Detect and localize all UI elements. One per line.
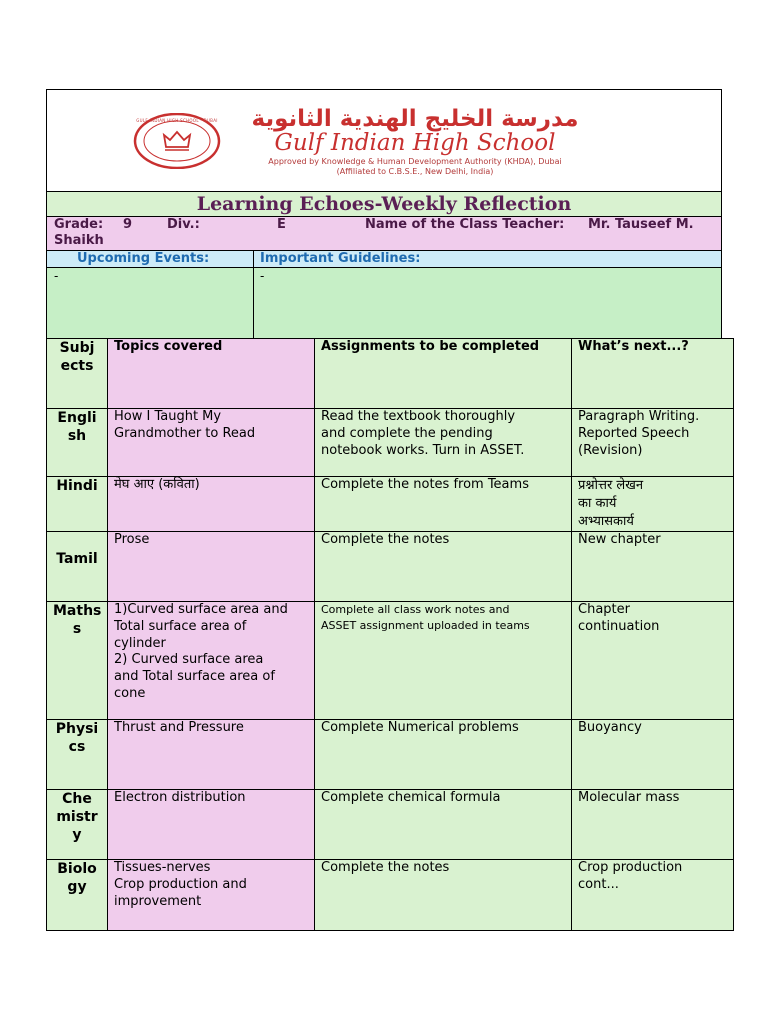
school-name-arabic: مدرسة الخليج الهندية الثانوية xyxy=(251,106,579,132)
subject-cell: Tamil xyxy=(47,532,108,602)
next-cell: New chapter xyxy=(572,532,734,602)
topics-cell: 1)Curved surface area and Total surface area of cylinder 2) Curved surface area and Total surface area of cone xyxy=(108,602,315,720)
assignments-cell: Complete Numerical problems xyxy=(315,720,572,790)
assignments-cell: Complete chemical formula xyxy=(315,790,572,860)
title-row xyxy=(46,191,722,217)
next-cell: Molecular mass xyxy=(572,790,734,860)
assignments-cell: Complete the notes from Teams xyxy=(315,477,572,532)
table-row-physics xyxy=(47,720,734,790)
div-label: Div.: xyxy=(167,217,200,232)
subject-cell: Maths s xyxy=(47,602,108,720)
next-cell: प्रश्नोत्तर लेखन का कार्य अभ्यासकार्य xyxy=(572,477,734,532)
table-row-maths xyxy=(47,602,734,720)
school-name-english: Gulf Indian High School xyxy=(274,130,556,156)
important-guidelines-value: - xyxy=(260,269,265,283)
subject-cell: Biolo gy xyxy=(47,860,108,931)
next-cell: Chapter continuation xyxy=(572,602,734,720)
header-topics: Topics covered xyxy=(108,339,315,409)
upcoming-events-value: - xyxy=(54,269,59,283)
teacher-name: Mr. Tauseef M. xyxy=(588,217,694,232)
next-cell: Buoyancy xyxy=(572,720,734,790)
grade-label: Grade: xyxy=(54,217,104,232)
page-title: Learning Echoes-Weekly Reflection xyxy=(196,193,572,215)
table-row-tamil xyxy=(47,532,734,602)
table-row-hindi xyxy=(47,477,734,532)
topics-cell: Prose xyxy=(108,532,315,602)
affiliation-line: (Affiliated to C.B.S.E., New Delhi, India) xyxy=(336,167,494,176)
next-cell: Paragraph Writing. Reported Speech (Revision) xyxy=(572,409,734,477)
column-divider xyxy=(253,250,254,268)
important-guidelines-label: Important Guidelines: xyxy=(260,251,421,266)
approval-line: Approved by Knowledge & Human Development Authority (KHDA), Dubai xyxy=(268,157,562,166)
table-header-row xyxy=(47,339,734,409)
assignments-cell: Complete the notes xyxy=(315,860,572,931)
assignments-cell: Complete all class work notes and ASSET assignment uploaded in teams xyxy=(315,602,572,720)
topics-cell: Electron distribution xyxy=(108,790,315,860)
events-header-row xyxy=(46,250,722,268)
subject-cell: Engli sh xyxy=(47,409,108,477)
table-row-chemistry xyxy=(47,790,734,860)
next-cell: Crop production cont... xyxy=(572,860,734,931)
teacher-name-continued: Shaikh xyxy=(54,233,104,248)
school-header xyxy=(46,89,722,192)
subject-cell: Physi cs xyxy=(47,720,108,790)
assignments-cell: Complete the notes xyxy=(315,532,572,602)
grade-row xyxy=(46,216,722,251)
table-row-biology xyxy=(47,860,734,931)
assignments-cell: Read the textbook thoroughly and complete the pending notebook works. Turn in ASSET. xyxy=(315,409,572,477)
div-value: E xyxy=(277,217,286,232)
topics-cell: Tissues-nerves Crop production and improvement xyxy=(108,860,315,931)
subject-cell: Che mistr y xyxy=(47,790,108,860)
header-subjects: Subj ects xyxy=(47,339,108,409)
topics-cell: How I Taught My Grandmother to Read xyxy=(108,409,315,477)
school-seal-logo xyxy=(133,113,221,169)
events-body-row xyxy=(46,267,722,339)
header-whats-next: What’s next...? xyxy=(572,339,734,409)
table-row-english xyxy=(47,409,734,477)
upcoming-events-label: Upcoming Events: xyxy=(77,251,210,266)
subjects-table xyxy=(46,338,734,931)
teacher-label: Name of the Class Teacher: xyxy=(365,217,565,232)
column-divider xyxy=(253,267,254,339)
subject-cell: Hindi xyxy=(47,477,108,532)
header-assignments: Assignments to be completed xyxy=(315,339,572,409)
topics-cell: मेघ आए (कविता) xyxy=(108,477,315,532)
grade-value: 9 xyxy=(123,217,133,232)
topics-cell: Thrust and Pressure xyxy=(108,720,315,790)
seal-text: GULF INDIAN HIGH SCHOOL · DUBAI xyxy=(136,118,218,123)
